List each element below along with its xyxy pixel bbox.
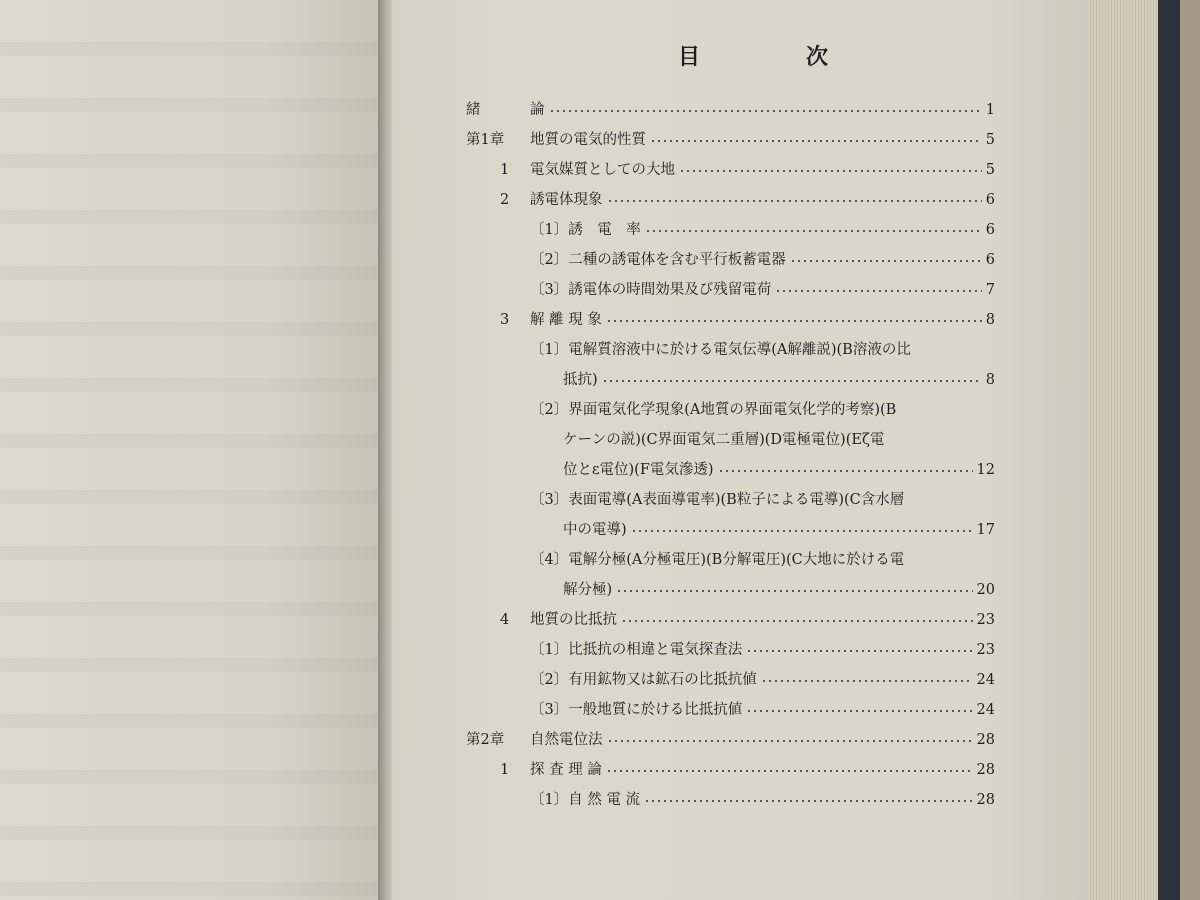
toc-entry (0, 516, 995, 544)
toc-entry-text: 〔1〕電解質溶液中に於ける電気伝導(A解離説)(B溶液の比 (530, 342, 911, 358)
toc-entry-page: 28 (976, 762, 995, 778)
toc-entry (0, 396, 995, 424)
toc-entry-text: 自然電位法 (530, 732, 603, 748)
toc-entry-number: 3 (500, 312, 510, 328)
toc-entry (0, 426, 995, 454)
toc-entry-text: 論 (530, 102, 545, 118)
toc-entry-text: 探 査 理 論 (530, 762, 602, 778)
toc-entry (0, 456, 995, 484)
toc-entry (0, 786, 995, 814)
toc-entry-page: 24 (976, 702, 995, 718)
toc-entry-text: 地質の電気的性質 (530, 132, 646, 148)
toc-entry-page: 8 (985, 312, 995, 328)
dot-leader (607, 200, 982, 202)
toc-entry-number: 2 (500, 192, 510, 208)
dot-leader (775, 290, 982, 292)
toc-title: 目 次 (678, 44, 871, 70)
toc-entry (0, 96, 995, 124)
toc-entry (0, 306, 995, 334)
dot-leader (606, 320, 982, 322)
toc-entry-page: 28 (976, 732, 995, 748)
dot-leader (746, 650, 973, 652)
toc-entry-text: 〔3〕表面電導(A表面導電率)(B粒子による電導)(C含水層 (530, 492, 905, 508)
dot-leader (606, 770, 973, 772)
toc-entry-page: 20 (976, 582, 995, 598)
toc-entry-text: 〔1〕自 然 電 流 (530, 792, 641, 808)
dot-leader (621, 620, 973, 622)
toc-entry-page: 24 (976, 672, 995, 688)
toc-entry (0, 336, 995, 364)
toc-entry-page: 6 (985, 252, 995, 268)
toc-entry-number: 1 (500, 762, 510, 778)
toc-entry (0, 636, 995, 664)
dot-leader (607, 740, 973, 742)
dot-leader (644, 800, 973, 802)
toc-entry-page: 5 (985, 162, 995, 178)
toc-entry-text: 〔1〕比抵抗の相違と電気探査法 (530, 642, 743, 658)
toc-entry-text: 〔2〕二種の誘電体を含む平行板蓄電器 (530, 252, 786, 268)
toc-entry-text: 〔4〕電解分極(A分極電圧)(B分解電圧)(C大地に於ける電 (530, 552, 905, 568)
toc-entry-page: 28 (976, 792, 995, 808)
toc-entry (0, 696, 995, 724)
toc-entry-text: 解分極) (563, 582, 613, 598)
toc-entry-text: 誘電体現象 (530, 192, 603, 208)
toc-entry-page: 8 (985, 372, 995, 388)
toc-entry-number: 緒 (466, 102, 481, 118)
toc-entry-text: 位とε電位)(F電気滲透) (563, 462, 714, 478)
toc-entry (0, 546, 995, 574)
toc-entry-page: 17 (976, 522, 995, 538)
toc-entry-text: 〔2〕界面電気化学現象(A地質の界面電気化学的考察)(B (530, 402, 897, 418)
dot-leader (761, 680, 973, 682)
toc-entry (0, 606, 995, 634)
dot-leader (746, 710, 973, 712)
toc-entry-page: 23 (976, 612, 995, 628)
toc-entry-page: 23 (976, 642, 995, 658)
dot-leader (631, 530, 973, 532)
dot-leader (679, 170, 982, 172)
toc-entry (0, 666, 995, 694)
dot-leader (645, 230, 982, 232)
toc-entry-page: 6 (985, 192, 995, 208)
toc-entry-text: 電気媒質としての大地 (530, 162, 675, 178)
toc-entry-number: 第2章 (466, 732, 505, 748)
toc-entry (0, 126, 995, 154)
toc-entry (0, 756, 995, 784)
toc-entry (0, 486, 995, 514)
toc-entry-number: 1 (500, 162, 510, 178)
toc-entry (0, 726, 995, 754)
toc-entry-text: 〔3〕一般地質に於ける比抵抗値 (530, 702, 743, 718)
dot-leader (790, 260, 982, 262)
toc-entry (0, 276, 995, 304)
toc-entry (0, 246, 995, 274)
dot-leader (650, 140, 982, 142)
backdrop (1180, 0, 1200, 900)
toc-entry-text: ケーンの説)(C界面電気二重層)(D電極電位)(Eζ電 (563, 432, 885, 448)
toc-entry-page: 7 (985, 282, 995, 298)
toc-entry-text: 〔1〕誘 電 率 (530, 222, 641, 238)
toc-entry (0, 216, 995, 244)
toc-entry (0, 156, 995, 184)
toc-entry-text: 解 離 現 象 (530, 312, 602, 328)
dot-leader (549, 110, 982, 112)
toc-entry-text: 〔3〕誘電体の時間効果及び残留電荷 (530, 282, 772, 298)
dot-leader (616, 590, 973, 592)
toc-entry-page: 1 (985, 102, 995, 118)
toc-entry-text: 中の電導) (563, 522, 627, 538)
toc-entry-text: 地質の比抵抗 (530, 612, 617, 628)
toc-entry-text: 抵抗) (563, 372, 598, 388)
dot-leader (718, 470, 973, 472)
toc-entry (0, 186, 995, 214)
toc-entry-number: 4 (500, 612, 510, 628)
page-edges (1088, 0, 1158, 900)
toc-entry-number: 第1章 (466, 132, 505, 148)
book-cover-edge (1158, 0, 1180, 900)
toc-entry (0, 576, 995, 604)
dot-leader (602, 380, 982, 382)
toc-entry-page: 5 (985, 132, 995, 148)
toc-entry-text: 〔2〕有用鉱物又は鉱石の比抵抗値 (530, 672, 757, 688)
toc-entry-page: 6 (985, 222, 995, 238)
toc-entry-page: 12 (976, 462, 995, 478)
toc-entry (0, 366, 995, 394)
